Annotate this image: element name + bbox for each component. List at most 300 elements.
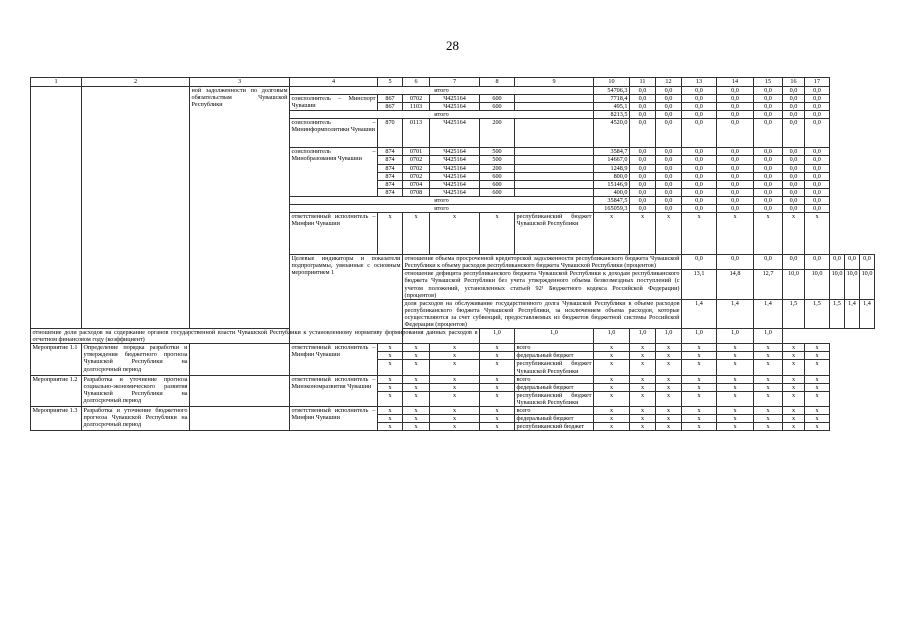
value-cell: 0,0 bbox=[783, 103, 805, 111]
value-cell: x bbox=[682, 352, 717, 360]
value-cell: 1,0 bbox=[754, 329, 783, 344]
code-cell: x bbox=[430, 423, 480, 431]
code-cell: x bbox=[378, 415, 403, 423]
col-header: 13 bbox=[682, 78, 717, 87]
value-cell: 0,0 bbox=[656, 156, 682, 164]
value-cell: 0,0 bbox=[754, 172, 783, 180]
value-cell: x bbox=[656, 344, 682, 352]
value-cell: 0,0 bbox=[845, 255, 860, 270]
code-cell: 0702 bbox=[403, 164, 430, 172]
col-header: 8 bbox=[480, 78, 515, 87]
code-cell: 867 bbox=[378, 103, 403, 111]
value-cell: 0,0 bbox=[805, 119, 830, 148]
empty-cell bbox=[82, 87, 190, 329]
value-cell: 0,0 bbox=[630, 111, 656, 119]
value-cell: x bbox=[717, 375, 754, 383]
value-cell: x bbox=[656, 415, 682, 423]
empty-cell bbox=[190, 344, 290, 375]
source-cell: республиканский бюджет Чувашской Республики bbox=[516, 360, 592, 375]
value-cell: 0,0 bbox=[717, 172, 754, 180]
value-cell: 0,0 bbox=[682, 103, 717, 111]
value-cell: x bbox=[656, 360, 682, 375]
col-header: 6 bbox=[403, 78, 430, 87]
code-cell: 874 bbox=[378, 148, 403, 156]
indicator-row bbox=[31, 329, 875, 344]
code-cell: Ч425164 bbox=[430, 156, 480, 164]
source-cell: всего bbox=[515, 344, 594, 352]
source-cell: федеральный бюджет bbox=[515, 383, 594, 391]
value-cell: 0,0 bbox=[805, 164, 830, 172]
value-cell: x bbox=[754, 383, 783, 391]
value-cell: x bbox=[682, 360, 717, 375]
code-cell: Ч425164 bbox=[430, 164, 480, 172]
value-cell: 0,0 bbox=[630, 119, 656, 148]
value-cell: 0,0 bbox=[754, 111, 783, 119]
value-cell: 0,0 bbox=[656, 119, 682, 148]
code-cell: 874 bbox=[378, 156, 403, 164]
indicator-text: отношение доли расходов на содержание органов государственной власти Чувашской Республики к установленному нормативу формирования данных расходов в отчетном финансовом году (коэффициент) bbox=[32, 329, 478, 344]
value-cell: x bbox=[717, 344, 754, 352]
code-cell: x bbox=[403, 423, 430, 431]
value-cell: x bbox=[594, 375, 630, 383]
value-cell: 0,0 bbox=[805, 196, 830, 204]
code-cell: Ч425164 bbox=[430, 95, 480, 103]
col-header: 16 bbox=[783, 78, 805, 87]
value-cell: 0,0 bbox=[717, 87, 754, 95]
empty-cell bbox=[515, 180, 594, 188]
code-cell: x bbox=[378, 423, 403, 431]
code-cell: 874 bbox=[378, 164, 403, 172]
code-cell: x bbox=[480, 391, 515, 406]
code-cell: 200 bbox=[480, 164, 515, 172]
value-cell: 0,0 bbox=[805, 156, 830, 164]
value-cell: 1248,9 bbox=[594, 164, 630, 172]
value-cell: 0,0 bbox=[754, 205, 783, 213]
empty-cell bbox=[515, 119, 594, 148]
value-cell: x bbox=[754, 391, 783, 406]
value-cell: 0,0 bbox=[754, 87, 783, 95]
value-cell: x bbox=[717, 360, 754, 375]
value-cell: 1,0 bbox=[717, 329, 754, 344]
value-cell: x bbox=[656, 383, 682, 391]
value-cell: 0,0 bbox=[630, 103, 656, 111]
code-cell: x bbox=[378, 407, 403, 415]
itogo-cell: итого bbox=[290, 111, 594, 119]
value-cell: x bbox=[717, 415, 754, 423]
value-cell: 0,0 bbox=[717, 164, 754, 172]
value-cell: 0,0 bbox=[656, 196, 682, 204]
executor-cell: соисполнитель – Минспорт Чувашии bbox=[291, 95, 376, 110]
value-cell: x bbox=[783, 352, 805, 360]
code-cell: x bbox=[378, 375, 403, 383]
empty-cell bbox=[190, 407, 290, 431]
value-cell: x bbox=[682, 423, 717, 431]
value-cell: 10,0 bbox=[830, 270, 845, 299]
value-cell: 0,0 bbox=[656, 87, 682, 95]
value-cell: 0,0 bbox=[682, 196, 717, 204]
value-cell: 0,0 bbox=[630, 196, 656, 204]
value-cell: 13,1 bbox=[682, 270, 717, 299]
empty-cell bbox=[515, 103, 594, 111]
empty-cell bbox=[515, 188, 594, 196]
executor-cell: ответственный исполнитель – Минэкономразвития Чувашии bbox=[290, 375, 378, 406]
value-cell: 0,0 bbox=[754, 188, 783, 196]
value-cell: 54706,3 bbox=[594, 87, 630, 95]
code-cell: x bbox=[403, 383, 430, 391]
value-cell: x bbox=[682, 407, 717, 415]
value-cell: 0,0 bbox=[754, 156, 783, 164]
value-cell: 0,0 bbox=[754, 196, 783, 204]
value-cell: 1,4 bbox=[717, 299, 754, 328]
value-cell: x bbox=[717, 423, 754, 431]
code-cell: Ч425164 bbox=[430, 188, 480, 196]
value-cell: 0,0 bbox=[717, 119, 754, 148]
executor-cell: ответственный исполнитель – Минфин Чувашии bbox=[290, 213, 378, 255]
indicator-text: отношение дефицита республиканского бюджета Чувашской Республики к доходам республиканского бюджета Чувашской Республики без учета утвержденного объема безвозмездных поступлений (с учетом положений, установленных статьей 92¹ Бюджетного кодекса Российской Федерации) (процентов) bbox=[404, 270, 680, 299]
value-cell: x bbox=[783, 407, 805, 415]
code-cell: 0702 bbox=[403, 172, 430, 180]
code-cell: x bbox=[403, 213, 430, 255]
value-cell: 0,0 bbox=[630, 87, 656, 95]
col-header: 3 bbox=[190, 78, 290, 87]
value-cell: 10,0 bbox=[845, 270, 860, 299]
col-header: 15 bbox=[754, 78, 783, 87]
col-header: 12 bbox=[656, 78, 682, 87]
table-row bbox=[31, 407, 875, 415]
measure-number: Мероприятие 1.3 bbox=[31, 407, 82, 431]
value-cell: x bbox=[682, 213, 717, 255]
value-cell: x bbox=[682, 344, 717, 352]
code-cell: x bbox=[480, 360, 515, 375]
value-cell: x bbox=[754, 415, 783, 423]
value-cell: 0,0 bbox=[860, 255, 875, 270]
col-header: 1 bbox=[31, 78, 82, 87]
code-cell: 500 bbox=[480, 156, 515, 164]
value-cell: x bbox=[630, 407, 656, 415]
value-cell: x bbox=[630, 344, 656, 352]
code-cell: x bbox=[430, 383, 480, 391]
value-cell: x bbox=[656, 407, 682, 415]
code-cell: x bbox=[403, 391, 430, 406]
empty-cell bbox=[515, 148, 594, 156]
executor-cell: соисполнитель – Мининформполитики Чувашии bbox=[290, 119, 378, 148]
code-cell: 874 bbox=[378, 172, 403, 180]
code-cell: x bbox=[403, 352, 430, 360]
source-cell: республиканский бюджет Чувашской Республики bbox=[515, 213, 594, 255]
value-cell: x bbox=[754, 213, 783, 255]
value-cell: x bbox=[630, 360, 656, 375]
value-cell: 0,0 bbox=[656, 205, 682, 213]
value-cell: 0,0 bbox=[717, 148, 754, 156]
source-cell: всего bbox=[515, 375, 594, 383]
code-cell: 874 bbox=[378, 188, 403, 196]
value-cell: x bbox=[630, 375, 656, 383]
value-cell: 0,0 bbox=[830, 255, 845, 270]
value-cell: 165059,3 bbox=[594, 205, 630, 213]
code-cell: Ч425164 bbox=[430, 172, 480, 180]
value-cell: x bbox=[717, 391, 754, 406]
code-cell: x bbox=[430, 360, 480, 375]
code-cell: 0702 bbox=[403, 95, 430, 103]
value-cell: x bbox=[805, 213, 830, 255]
value-cell: 0,0 bbox=[682, 205, 717, 213]
executor-cell: ответственный исполнитель – Минфин Чувашии bbox=[290, 344, 378, 375]
code-cell: 867 bbox=[378, 95, 403, 103]
code-cell: 600 bbox=[480, 180, 515, 188]
code-cell: Ч425164 bbox=[430, 103, 480, 111]
code-cell: x bbox=[480, 415, 515, 423]
col-header: 14 bbox=[717, 78, 754, 87]
indicator-text: отношение объема просроченной кредиторской задолженности республиканского бюджета Чувашской Республики к объему расходов республиканского бюджета Чувашской Республики (процентов) bbox=[404, 255, 680, 270]
code-cell: 600 bbox=[480, 103, 515, 111]
value-cell: 495,1 bbox=[594, 103, 630, 111]
value-cell: 0,0 bbox=[717, 255, 754, 270]
code-cell: x bbox=[430, 213, 480, 255]
code-cell: x bbox=[480, 344, 515, 352]
value-cell: 1,0 bbox=[682, 329, 717, 344]
value-cell: 0,0 bbox=[682, 255, 717, 270]
source-cell: всего bbox=[515, 407, 594, 415]
value-cell: 0,0 bbox=[805, 148, 830, 156]
value-cell: x bbox=[783, 344, 805, 352]
code-cell: x bbox=[480, 407, 515, 415]
value-cell: 0,0 bbox=[783, 172, 805, 180]
value-cell: x bbox=[783, 375, 805, 383]
value-cell: 1,0 bbox=[594, 329, 630, 344]
source-cell: федеральный бюджет bbox=[515, 352, 594, 360]
value-cell: x bbox=[805, 423, 830, 431]
code-cell: Ч425164 bbox=[430, 180, 480, 188]
code-cell: x bbox=[480, 352, 515, 360]
itogo-cell: итого bbox=[290, 205, 594, 213]
value-cell: x bbox=[783, 360, 805, 375]
value-cell: x bbox=[630, 415, 656, 423]
code-cell: x bbox=[378, 360, 403, 375]
code-cell: 600 bbox=[480, 172, 515, 180]
code-cell: x bbox=[403, 415, 430, 423]
value-cell: 0,0 bbox=[805, 205, 830, 213]
value-cell: x bbox=[682, 383, 717, 391]
goal-description-cell: ной задолженности по долговым обязательствам Чувашской Республики bbox=[190, 87, 290, 329]
value-cell: x bbox=[656, 423, 682, 431]
value-cell: 0,0 bbox=[754, 148, 783, 156]
code-cell: x bbox=[403, 375, 430, 383]
value-cell: 0,0 bbox=[717, 188, 754, 196]
code-cell: 0701 bbox=[403, 148, 430, 156]
value-cell: 0,0 bbox=[682, 87, 717, 95]
value-cell: 0,0 bbox=[783, 119, 805, 148]
itogo-cell: итого bbox=[290, 196, 594, 204]
col-header: 2 bbox=[82, 78, 190, 87]
code-cell: 200 bbox=[480, 119, 515, 148]
value-cell: 0,0 bbox=[783, 205, 805, 213]
value-cell: x bbox=[594, 213, 630, 255]
value-cell: x bbox=[783, 415, 805, 423]
col-header: 10 bbox=[594, 78, 630, 87]
code-cell: x bbox=[403, 360, 430, 375]
value-cell: x bbox=[754, 407, 783, 415]
value-cell: x bbox=[754, 352, 783, 360]
value-cell: x bbox=[754, 423, 783, 431]
value-cell: x bbox=[805, 415, 830, 423]
value-cell: 1,5 bbox=[830, 299, 845, 328]
code-cell: 0113 bbox=[403, 119, 430, 148]
code-cell: 1103 bbox=[403, 103, 430, 111]
value-cell: x bbox=[754, 375, 783, 383]
code-cell: 500 bbox=[480, 148, 515, 156]
value-cell: 0,0 bbox=[754, 255, 783, 270]
value-cell: x bbox=[717, 407, 754, 415]
value-cell: 0,0 bbox=[682, 164, 717, 172]
value-cell: 12,7 bbox=[754, 270, 783, 299]
value-cell: 0,0 bbox=[717, 156, 754, 164]
value-cell: 0,0 bbox=[630, 188, 656, 196]
value-cell: 0,0 bbox=[630, 180, 656, 188]
code-cell: x bbox=[430, 344, 480, 352]
value-cell: 1,5 bbox=[805, 299, 830, 328]
code-cell: 870 bbox=[378, 119, 403, 148]
value-cell: 35847,5 bbox=[594, 196, 630, 204]
value-cell: 0,0 bbox=[656, 164, 682, 172]
code-cell: Ч425164 bbox=[430, 119, 480, 148]
value-cell: 1,0 bbox=[630, 329, 656, 344]
value-cell: 0,0 bbox=[630, 148, 656, 156]
measure-description: Определение порядка разработки и утверждения бюджетного прогноза Чувашской Республики на долгосрочный период bbox=[82, 344, 190, 375]
value-cell: x bbox=[783, 391, 805, 406]
value-cell: 0,0 bbox=[630, 156, 656, 164]
value-cell: 0,0 bbox=[682, 180, 717, 188]
value-cell: 1,0 bbox=[480, 329, 515, 344]
value-cell: 0,0 bbox=[630, 205, 656, 213]
value-cell: x bbox=[754, 360, 783, 375]
source-cell: федеральный бюджет bbox=[515, 415, 594, 423]
empty-cell bbox=[31, 87, 82, 329]
measure-number: Мероприятие 1.1 bbox=[31, 344, 82, 375]
value-cell: 0,0 bbox=[783, 148, 805, 156]
code-cell: 0704 bbox=[403, 180, 430, 188]
value-cell: x bbox=[754, 344, 783, 352]
value-cell: 0,0 bbox=[656, 95, 682, 103]
value-cell: 0,0 bbox=[754, 119, 783, 148]
code-cell: x bbox=[480, 423, 515, 431]
code-cell: x bbox=[378, 213, 403, 255]
value-cell: 0,0 bbox=[717, 111, 754, 119]
value-cell: 800,0 bbox=[594, 172, 630, 180]
value-cell: 10,0 bbox=[783, 270, 805, 299]
code-cell: 874 bbox=[378, 180, 403, 188]
empty-cell bbox=[515, 156, 594, 164]
code-cell: x bbox=[430, 407, 480, 415]
value-cell: 0,0 bbox=[682, 172, 717, 180]
col-header: 17 bbox=[805, 78, 830, 87]
source-cell: республиканский бюджет Чувашской Республики bbox=[516, 391, 592, 406]
value-cell: 0,0 bbox=[754, 95, 783, 103]
value-cell: 0,0 bbox=[805, 103, 830, 111]
value-cell: x bbox=[805, 360, 830, 375]
value-cell: 15146,9 bbox=[594, 180, 630, 188]
value-cell: x bbox=[682, 415, 717, 423]
value-cell: 1,4 bbox=[682, 299, 717, 328]
value-cell: 0,0 bbox=[656, 148, 682, 156]
value-cell: 0,0 bbox=[682, 188, 717, 196]
value-cell: 7718,4 bbox=[594, 95, 630, 103]
value-cell: x bbox=[805, 375, 830, 383]
value-cell: 0,0 bbox=[805, 180, 830, 188]
value-cell: 0,0 bbox=[717, 180, 754, 188]
code-cell: 0708 bbox=[403, 188, 430, 196]
measure-description: Разработка и уточнение прогноза социально-экономического развития Чувашской Республики на долгосрочный период bbox=[82, 375, 190, 406]
value-cell: 0,0 bbox=[783, 87, 805, 95]
value-cell: 0,0 bbox=[805, 95, 830, 103]
value-cell: 0,0 bbox=[805, 172, 830, 180]
value-cell: x bbox=[594, 344, 630, 352]
budget-table bbox=[30, 77, 875, 431]
measure-number: Мероприятие 1.2 bbox=[31, 375, 82, 406]
value-cell: x bbox=[656, 213, 682, 255]
value-cell: 1,0 bbox=[656, 329, 682, 344]
value-cell: 0,0 bbox=[717, 196, 754, 204]
empty-cell bbox=[515, 164, 594, 172]
value-cell: 0,0 bbox=[783, 196, 805, 204]
code-cell: Ч425164 bbox=[430, 148, 480, 156]
value-cell: x bbox=[630, 213, 656, 255]
value-cell: x bbox=[656, 352, 682, 360]
value-cell: x bbox=[717, 352, 754, 360]
value-cell: 0,0 bbox=[805, 188, 830, 196]
value-cell: x bbox=[805, 407, 830, 415]
value-cell: x bbox=[682, 375, 717, 383]
value-cell: x bbox=[682, 391, 717, 406]
value-cell: 0,0 bbox=[682, 111, 717, 119]
code-cell: x bbox=[403, 344, 430, 352]
value-cell: 0,0 bbox=[682, 119, 717, 148]
value-cell: 1,4 bbox=[860, 299, 875, 328]
value-cell: 0,0 bbox=[656, 188, 682, 196]
value-cell: 0,0 bbox=[656, 180, 682, 188]
value-cell: 0,0 bbox=[656, 172, 682, 180]
code-cell: x bbox=[430, 415, 480, 423]
value-cell: 1,5 bbox=[783, 299, 805, 328]
value-cell: 0,0 bbox=[682, 95, 717, 103]
value-cell: 1,4 bbox=[754, 299, 783, 328]
value-cell: 0,0 bbox=[682, 156, 717, 164]
value-cell: x bbox=[656, 375, 682, 383]
value-cell: x bbox=[594, 407, 630, 415]
code-cell: 600 bbox=[480, 95, 515, 103]
value-cell: x bbox=[594, 423, 630, 431]
column-number-row bbox=[31, 78, 875, 87]
code-cell: x bbox=[403, 407, 430, 415]
col-header: 9 bbox=[515, 78, 594, 87]
value-cell: 8213,5 bbox=[594, 111, 630, 119]
value-cell: 0,0 bbox=[805, 87, 830, 95]
value-cell: x bbox=[656, 391, 682, 406]
value-cell: 400,0 bbox=[594, 188, 630, 196]
code-cell: x bbox=[480, 375, 515, 383]
value-cell: 0,0 bbox=[783, 180, 805, 188]
value-cell: x bbox=[717, 383, 754, 391]
value-cell: x bbox=[594, 415, 630, 423]
value-cell: 0,0 bbox=[783, 164, 805, 172]
value-cell: 1,4 bbox=[845, 299, 860, 328]
value-cell: x bbox=[630, 352, 656, 360]
value-cell: 0,0 bbox=[630, 172, 656, 180]
value-cell: 0,0 bbox=[783, 156, 805, 164]
value-cell: 0,0 bbox=[630, 95, 656, 103]
code-cell: x bbox=[430, 391, 480, 406]
empty-cell bbox=[190, 375, 290, 406]
value-cell: 0,0 bbox=[656, 111, 682, 119]
